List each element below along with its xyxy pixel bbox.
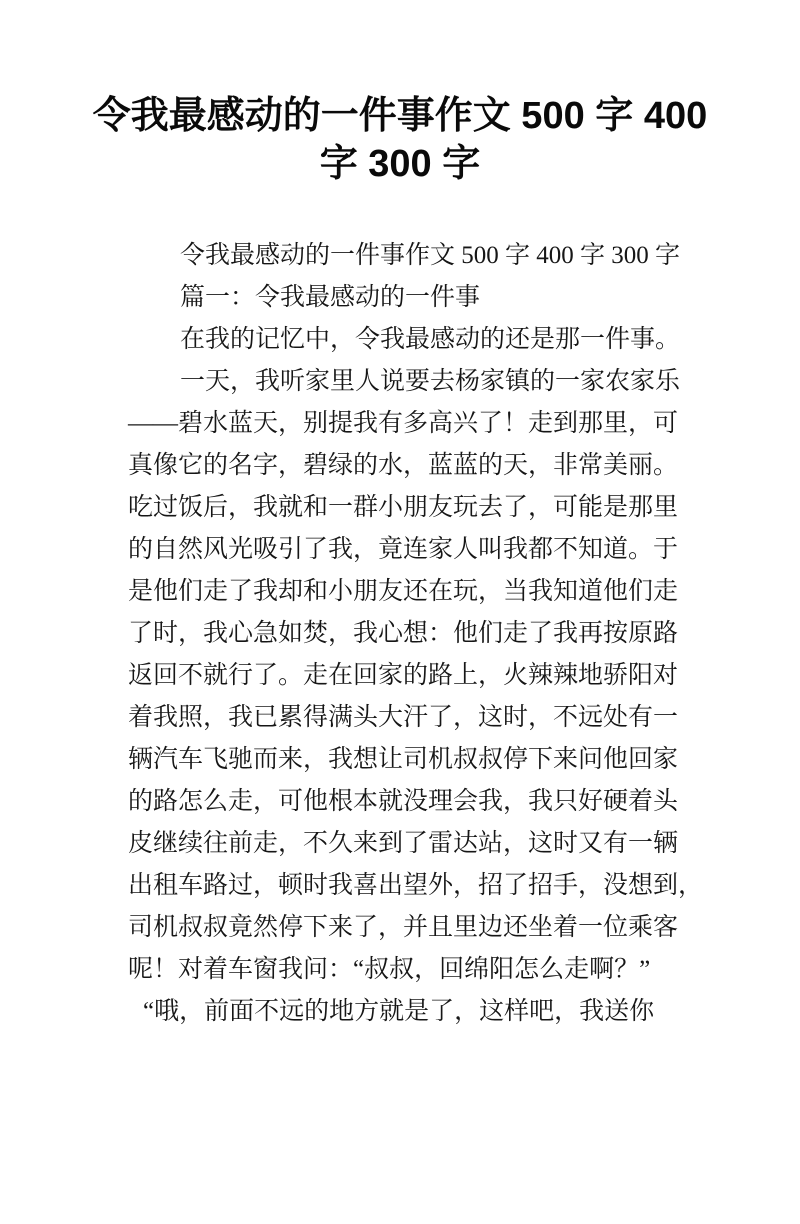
body-line: 是他们走了我却和小朋友还在玩，当我知道他们走 <box>128 578 679 605</box>
body-line: 篇一：令我最感动的一件事 <box>180 284 481 311</box>
body-line: 辆汽车飞驰而来，我想让司机叔叔停下来问他回家 <box>128 746 679 773</box>
body-line: 呢！对着车窗我问：“叔叔，回绵阳怎么走啊？” <box>128 956 651 983</box>
document-title <box>70 92 730 188</box>
body-line: “哦，前面不远的地方就是了，这样吧，我送你 <box>143 998 655 1025</box>
body-line: 吃过饭后，我就和一群小朋友玩去了，可能是那里 <box>128 494 679 521</box>
body-line: 一天，我听家里人说要去杨家镇的一家农家乐 <box>180 368 681 395</box>
body-line: 在我的记忆中，令我最感动的还是那一件事。 <box>180 326 681 353</box>
document-body <box>128 235 704 1033</box>
body-line: 返回不就行了。走在回家的路上，火辣辣地骄阳对 <box>128 662 679 689</box>
title-line-2: 字 300 字 <box>319 143 481 185</box>
document-page <box>0 92 800 1224</box>
body-line: 着我照，我已累得满头大汗了，这时，不远处有一 <box>128 704 679 731</box>
body-line: 的路怎么走，可他根本就没理会我，我只好硬着头 <box>128 788 679 815</box>
body-line: 司机叔叔竟然停下来了，并且里边还坐着一位乘客 <box>128 914 679 941</box>
body-line: ——碧水蓝天，别提我有多高兴了！走到那里，可 <box>128 410 679 437</box>
body-line: 了时，我心急如焚，我心想：他们走了我再按原路 <box>128 620 679 647</box>
body-line: 出租车路过，顿时我喜出望外，招了招手，没想到， <box>128 872 704 899</box>
title-line-1: 令我最感动的一件事作文 500 字 400 <box>92 95 708 137</box>
body-line: 令我最感动的一件事作文 500 字 400 字 300 字 <box>180 242 681 269</box>
body-line: 皮继续往前走，不久来到了雷达站，这时又有一辆 <box>128 830 679 857</box>
body-line: 的自然风光吸引了我，竟连家人叫我都不知道。于 <box>128 536 679 563</box>
body-line: 真像它的名字，碧绿的水，蓝蓝的天，非常美丽。 <box>128 452 679 479</box>
